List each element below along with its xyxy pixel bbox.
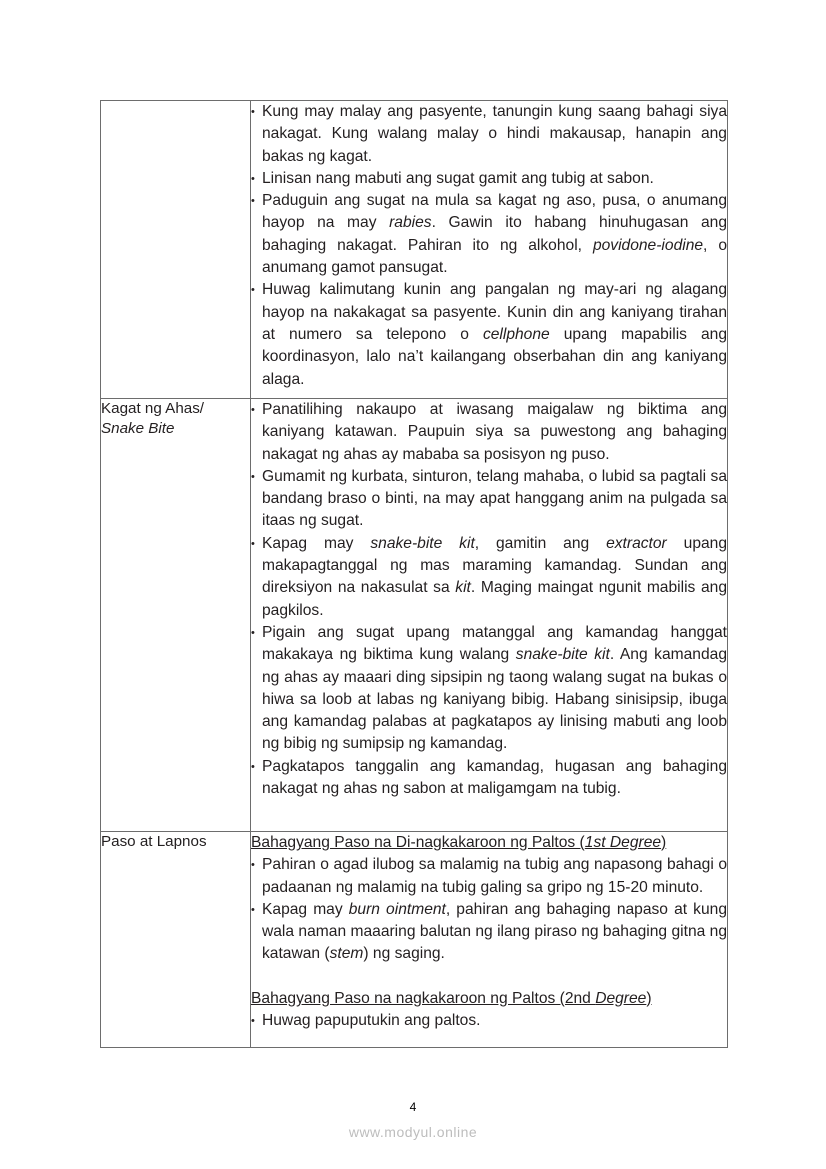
list-item-text: Huwag kalimutang kunin ang pangalan ng may-ari ng alagang hayop na nakakagat sa pasyente. Kunin din ang kaniyang tirahan at numero sa telepono o cellphone upang mapabilis ang koordinasyon, lalo na’t kailangang obserbahan din ang kaniyang alaga. <box>262 281 728 388</box>
list-item-text: Pagkatapos tanggalin ang kamandag, hugasan ang bahaging nakagat ng ahas ng sabon at maligamgam na tubig. <box>262 757 727 798</box>
row-content <box>251 101 728 399</box>
list-item-text: Linisan nang mabuti ang sugat gamit ang tubig at sabon. <box>262 169 654 187</box>
list-item <box>251 399 727 466</box>
table-row-animal-bite <box>101 101 728 399</box>
list-item <box>251 279 727 390</box>
list-item-text: Kung may malay ang pasyente, tanungin kung saang bahagi siya nakagat. Kung walang malay o hindi makausap, hanapin ang bakas ng kagat. <box>262 103 727 165</box>
bullet-icon: • <box>251 106 255 118</box>
bullet-icon: • <box>251 172 255 185</box>
bullet-icon: • <box>251 470 255 483</box>
bullet-icon: • <box>251 404 255 416</box>
bullet-list <box>251 399 727 800</box>
bullet-icon: • <box>251 903 255 916</box>
list-item <box>251 466 727 533</box>
bullet-icon: • <box>251 760 255 773</box>
list-item <box>251 533 727 622</box>
row-content <box>251 832 728 1048</box>
list-item-text: Pahiran o agad ilubog sa malamig na tubig ang napasong bahagi o padaanan ng malamig na tubig galing sa gripo ng 15-20 minuto. <box>262 856 727 896</box>
row-label-italic-text: Snake Bite <box>101 420 175 437</box>
first-aid-table <box>100 100 728 1048</box>
watermark-url: www.modyul.online <box>348 1124 478 1140</box>
row-label-text: Paso at Lapnos <box>101 833 207 850</box>
bullet-list <box>251 854 727 965</box>
bullet-icon: • <box>251 537 255 550</box>
list-item <box>251 168 727 190</box>
list-item <box>251 899 727 966</box>
bullet-list <box>251 101 727 391</box>
bullet-icon: • <box>251 195 255 208</box>
spacer <box>251 966 727 988</box>
list-item <box>251 190 727 279</box>
list-item <box>251 756 727 801</box>
bullet-icon: • <box>251 1015 255 1028</box>
page-number: 4 <box>409 1100 417 1114</box>
row-label <box>101 399 251 832</box>
bullet-icon: • <box>251 626 255 639</box>
list-item <box>251 854 727 899</box>
bullet-icon: • <box>251 859 255 872</box>
list-item-text: Huwag papuputukin ang paltos. <box>262 1012 481 1030</box>
list-item <box>251 1010 727 1032</box>
list-item-text: Panatilihing nakaupo at iwasang maigalaw ng biktima ang kaniyang katawan. Paupuin siya sa puwestong ang bahaging nakagat ng ahas ay mababa sa posisyon ng puso. <box>262 401 727 463</box>
section-heading-second-degree: Bahagyang Paso na nagkakaroon ng Paltos (2nd Degree) <box>251 989 652 1007</box>
table-row-burns <box>101 832 728 1048</box>
list-item-text: Kapag may burn ointment, pahiran ang bahaging napaso at kung wala naman maaaring balutan ng ilang piraso ng bahaging gitna ng katawan (stem) ng saging. <box>262 900 727 963</box>
row-label <box>101 101 251 399</box>
list-item-text: Gumamit ng kurbata, sinturon, telang mahaba, o lubid sa pagtali sa bandang braso o binti, na may apat hanggang anim na pulgada sa itaas ng sugat. <box>262 467 727 530</box>
list-item <box>251 622 727 756</box>
list-item-text: Kapag may snake-bite kit, gamitin ang extractor upang makapagtanggal ng mas maraming kamandag. Sundan ang direksiyon na nakasulat sa kit. Maging maingat ngunit mabilis ang pagkilos. <box>262 534 728 619</box>
section-heading-first-degree: Bahagyang Paso na Di-nagkakaroon ng Paltos (1st Degree) <box>251 834 667 851</box>
row-label-text: Kagat ng Ahas/ <box>101 400 205 417</box>
row-content <box>251 399 728 832</box>
list-item-text: Pigain ang sugat upang matanggal ang kamandag hanggat makakaya ng biktima kung walang snake-bite kit. Ang kamandag ng ahas ay maaari ding sipsipin ng taong walang sugat na bukas o hiwa sa loob at labas ng kaniyang bibig. Habang sinisipsip, ibuga ang kamandag palabas at pagkatapos ay linising mabuti ang loob ng bibig ng sumipsip ng kamandag. <box>262 623 727 753</box>
list-item <box>251 101 727 168</box>
bullet-icon: • <box>251 284 255 297</box>
list-item-text: Paduguin ang sugat na mula sa kagat ng aso, pusa, o anumang hayop na may rabies. Gawin ito habang hinuhugasan ang bahaging nakagat. Pahiran ito ng alkohol, povidone-iodine, o anumang gamot pansugat. <box>262 192 727 277</box>
row-label <box>101 832 251 1048</box>
bullet-list <box>251 1010 727 1032</box>
table-row-snake-bite <box>101 399 728 832</box>
